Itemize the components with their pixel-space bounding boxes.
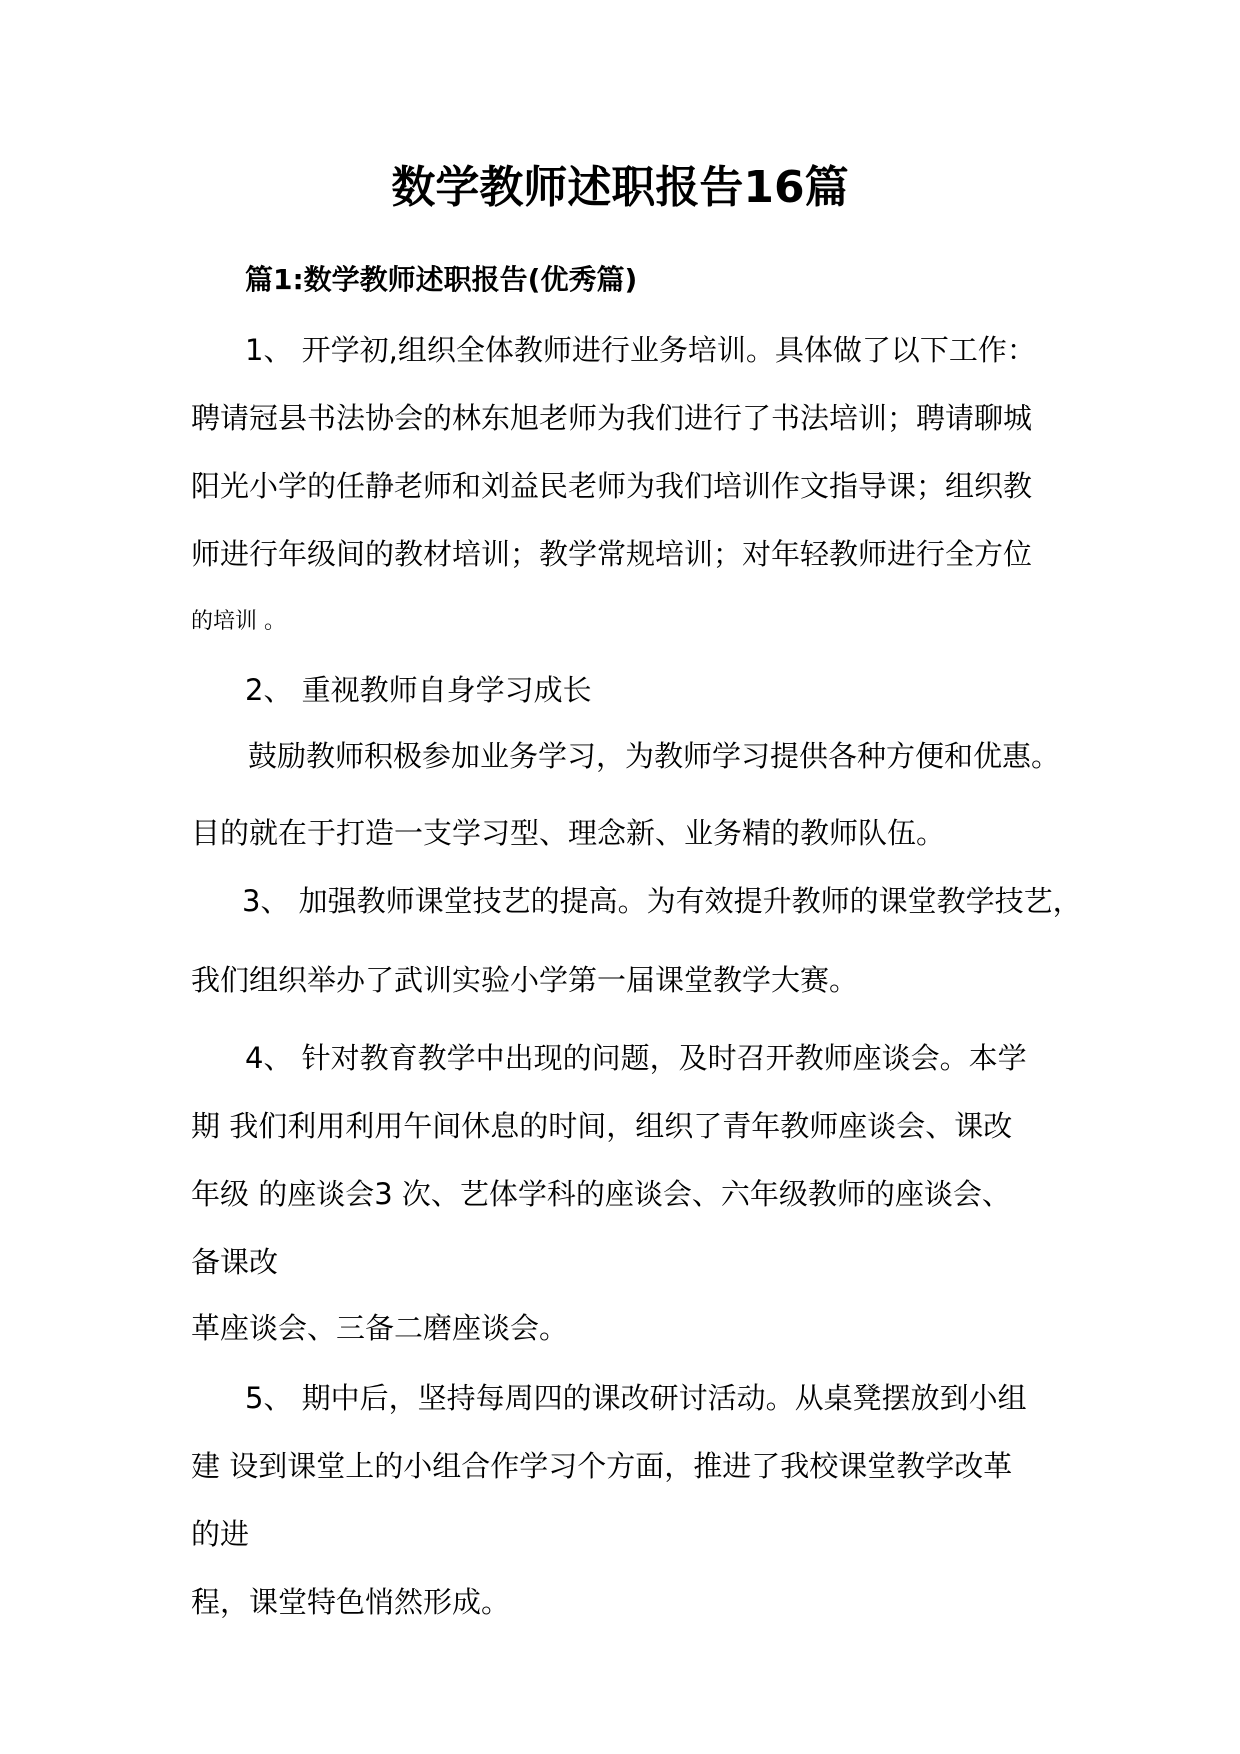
paragraph-line: 聘请冠县书法协会的林东旭老师为我们进行了书法培训；聘请聊城 bbox=[191, 401, 1033, 435]
paragraph-line: 5、 期中后，坚持每周四的课改研讨活动。从桌凳摆放到小组 bbox=[245, 1381, 1027, 1415]
paragraph-line: 的进 bbox=[191, 1517, 250, 1551]
paragraph-line: 鼓励教师积极参加业务学习，为教师学习提供各种方便和优惠。 bbox=[248, 739, 1061, 773]
paragraph-line: 程，课堂特色悄然形成。 bbox=[191, 1585, 511, 1619]
paragraph-line: 目的就在于打造一支学习型、理念新、业务精的教师队伍。 bbox=[191, 816, 946, 850]
paragraph-line: 师进行年级间的教材培训；教学常规培训；对年轻教师进行全方位 bbox=[191, 537, 1033, 571]
paragraph-line: 年级 的座谈会3 次、艺体学科的座谈会、六年级教师的座谈会、 bbox=[191, 1177, 1011, 1211]
paragraph-line: 3、 加强教师课堂技艺的提高。为有效提升教师的课堂教学技艺， bbox=[242, 884, 1082, 918]
paragraph-line: 4、 针对教育教学中出现的问题，及时召开教师座谈会。本学 bbox=[245, 1041, 1027, 1075]
paragraph-line: 2、 重视教师自身学习成长 bbox=[245, 673, 592, 707]
paragraph-line: 期 我们利用利用午间休息的时间，组织了青年教师座谈会、课改 bbox=[191, 1109, 1013, 1143]
document-title: 数学教师述职报告16篇 bbox=[391, 162, 849, 213]
paragraph-line: 备课改 bbox=[191, 1245, 279, 1279]
paragraph-line: 我们组织举办了武训实验小学第一届课堂教学大赛。 bbox=[191, 963, 859, 997]
paragraph-line: 阳光小学的任静老师和刘益民老师为我们培训作文指导课；组织教 bbox=[191, 469, 1033, 503]
paragraph-line: 革座谈会、三备二磨座谈会。 bbox=[191, 1311, 569, 1345]
paragraph-line: 1、 开学初,组织全体教师进行业务培训。具体做了以下工作： bbox=[245, 333, 1036, 367]
paragraph-line: 的培训 。 bbox=[191, 609, 286, 634]
section-heading: 篇1:数学教师述职报告(优秀篇) bbox=[245, 263, 638, 296]
paragraph-line: 建 设到课堂上的小组合作学习个方面，推进了我校课堂教学改革 bbox=[191, 1449, 1013, 1483]
